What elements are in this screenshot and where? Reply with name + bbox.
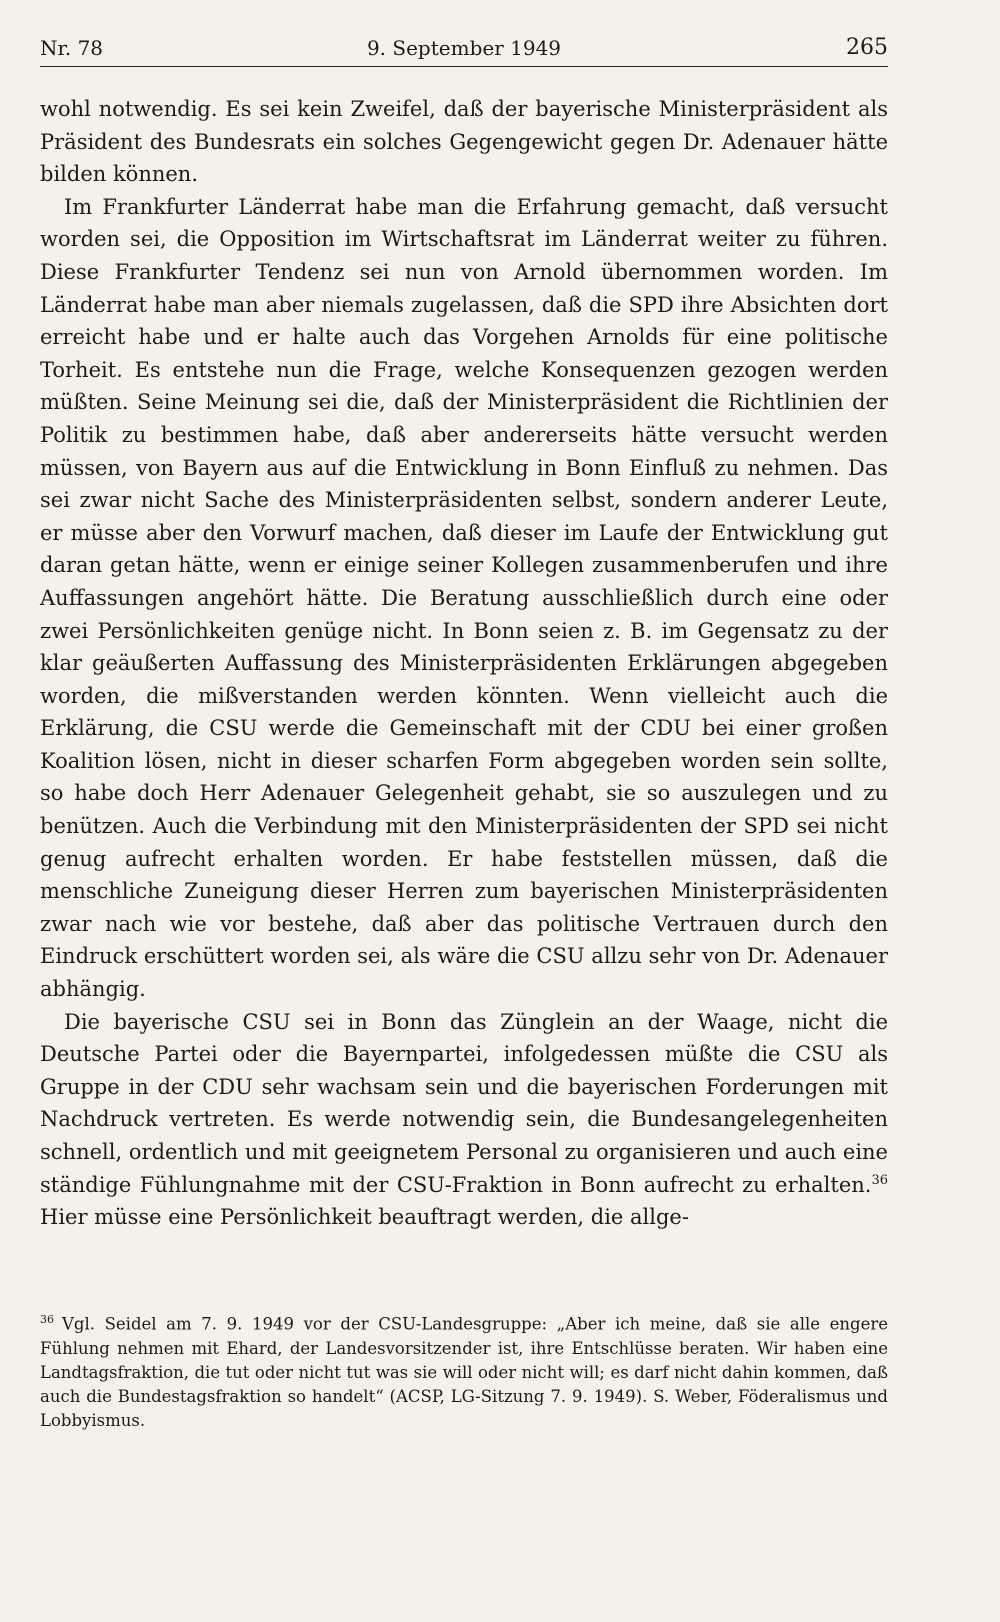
header-date: 9. September 1949	[366, 36, 562, 60]
footnote-reference-36: 36	[871, 1172, 888, 1188]
footnote-36	[40, 1308, 888, 1433]
main-text	[40, 93, 888, 1234]
footnote-text: Vgl. Seidel am 7. 9. 1949 vor der CSU-Landesgruppe: „Aber ich meine, daß sie alle engere Fühlung nehmen mit Ehard, der Landesvorsitzender ist, ihre Entschlüsse beraten. Wir haben eine Landtagsfraktion, die tut oder nicht tut was sie will oder nicht will; es darf nicht dahin kommen, daß auch die Bundestagsfraktion so handelt“ (ACSP, LG-Sitzung 7. 9. 1949). S. Weber, Föderalismus und Lobbyismus.	[40, 1314, 888, 1430]
paragraph-3-text: Die bayerische CSU sei in Bonn das Zünglein an der Waage, nicht die Deutsche Partei oder die Bayernpartei, infolgedessen müßte die CSU als Gruppe in der CDU sehr wachsam sein und die bayerischen Forderungen mit Nachdruck vertreten. Es werde notwendig sein, die Bundesangelegenheiten schnell, ordentlich und mit geeignetem Personal zu organisieren und auch eine ständige Fühlungnahme mit der CSU-Fraktion in Bonn aufrecht zu erhalten.	[40, 1009, 888, 1197]
document-number: Nr. 78	[40, 36, 104, 60]
footnotes	[40, 1308, 888, 1433]
paragraph-1: wohl notwendig. Es sei kein Zweifel, daß der bayerische Ministerpräsident als Präsident des Bundesrats ein solches Gegengewicht gegen Dr. Adenauer hätte bilden können.	[40, 97, 888, 187]
footnote-number: 36	[40, 1313, 54, 1326]
paragraph-2: Im Frankfurter Länderrat habe man die Erfahrung gemacht, daß versucht worden sei, die Opposition im Wirtschaftsrat im Länderrat weiter zu führen. Diese Frankfurter Tendenz sei nun von Arnold übernommen worden. Im Länderrat habe man aber niemals zugelassen, daß die SPD ihre Absichten dort erreicht habe und er halte auch das Vorgehen Arnolds für eine politische Torheit. Es entstehe nun die Frage, welche Konsequenzen gezogen werden müßten. Seine Meinung sei die, daß der Ministerpräsident die Richtlinien der Politik zu bestimmen habe, daß aber andererseits hätte versucht werden müssen, von Bayern aus auf die Entwicklung in Bonn Einfluß zu nehmen. Das sei zwar nicht Sache des Ministerpräsidenten selbst, sondern anderer Leute, er müsse aber den Vorwurf machen, daß dieser im Laufe der Entwicklung gut daran getan hätte, wenn er einige seiner Kollegen zusammenberufen und ihre Auffassungen angehört hätte. Die Beratung ausschließlich durch eine oder zwei Persönlichkeiten genüge nicht. In Bonn seien z. B. im Gegensatz zu der klar geäußerten Auffassung des Ministerpräsidenten Erklärungen abgegeben worden, die mißverstanden werden könnten. Wenn vielleicht auch die Erklärung, die CSU werde die Gemeinschaft mit der CDU bei einer großen Koalition lösen, nicht in dieser scharfen Form abgegeben worden sein sollte, so habe doch Herr Adenauer Gelegenheit gehabt, sie so auszulegen und zu benützen. Auch die Verbindung mit den Ministerpräsidenten der SPD sei nicht genug aufrecht erhalten worden. Er habe feststellen müssen, daß die menschliche Zuneigung dieser Herren zum bayerischen Ministerpräsidenten zwar nach wie vor bestehe, daß aber das politische Vertrauen durch den Eindruck erschüttert worden sei, als wäre die CSU allzu sehr von Dr. Adenauer abhängig.	[40, 194, 888, 1002]
paragraph-3-text-continued: Hier müsse eine Persönlichkeit beauftragt werden, die allge-	[40, 1205, 689, 1230]
paragraph-3	[40, 1006, 888, 1234]
page-number: 265	[846, 35, 888, 60]
running-header	[40, 30, 888, 67]
